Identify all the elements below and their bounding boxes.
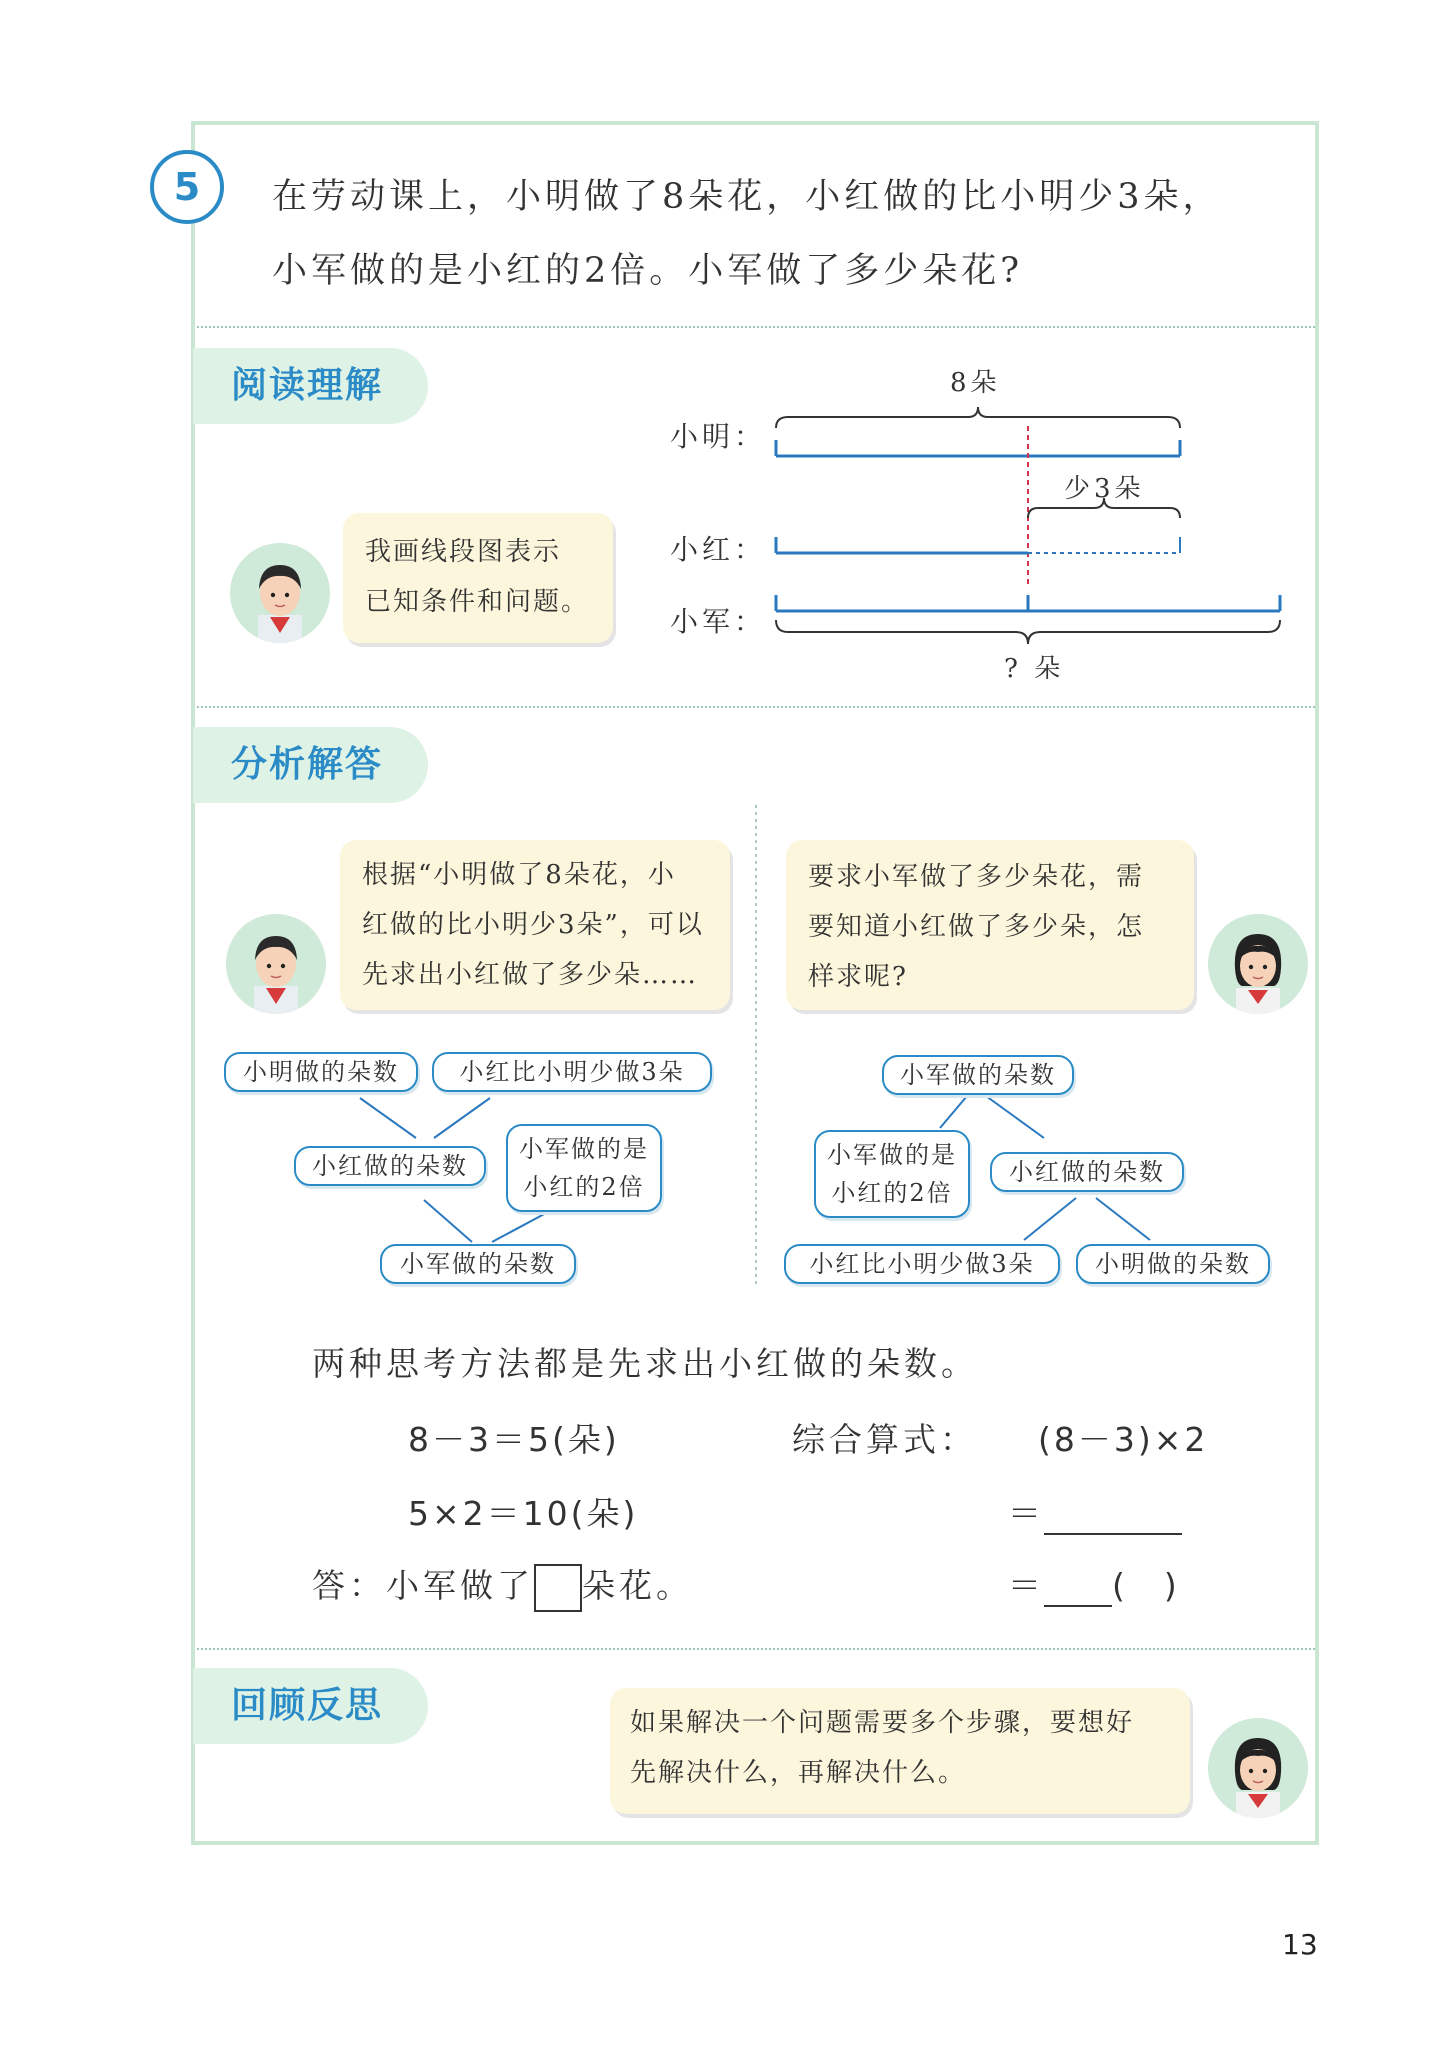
tree-node: 小红做的朵数 [294, 1146, 486, 1186]
label-less-3: 少3朵 [1064, 474, 1145, 504]
tree-node: 小明做的朵数 [1076, 1244, 1270, 1284]
section-reading-tab: 阅读理解 [193, 348, 428, 424]
answer-line [312, 1560, 693, 1612]
combined-expression: (8－3)×2 [1038, 1420, 1209, 1459]
answer-prefix: 答：小军做了 [312, 1566, 534, 1605]
bubble-text-line: 根据“小明做了8朵花，小 [362, 860, 676, 890]
answer-suffix: 朵花。 [582, 1566, 693, 1605]
girl-avatar [1208, 914, 1308, 1014]
bubble-text-line: 要求小军做了多少朵花，需 [808, 862, 1145, 892]
bubble-text-line: 要知道小红做了多少朵，怎 [808, 912, 1145, 942]
tree-node: 小红比小明少做3朵 [784, 1244, 1060, 1284]
bubble-text-line: 样求呢? [808, 962, 908, 992]
section-review-tab: 回顾反思 [193, 1668, 428, 1744]
boy-avatar [226, 914, 326, 1014]
label-total-8: 8朵 [950, 368, 1001, 398]
divider [197, 706, 1315, 708]
speech-bubble-left [340, 840, 730, 1010]
page-number: 13 [1282, 1928, 1318, 1961]
label-question: ? 朵 [1004, 654, 1065, 684]
tree-node: 小红比小明少做3朵 [432, 1052, 712, 1092]
problem-line-1: 在劳动课上，小明做了8朵花，小红做的比小明少3朵， [272, 177, 1222, 217]
tree-node: 小红做的朵数 [990, 1152, 1184, 1192]
tree-node: 小军做的朵数 [882, 1055, 1074, 1095]
tree-node [506, 1124, 662, 1212]
bubble-text-line: 红做的比小明少3朵”，可以 [362, 910, 704, 940]
tree-node: 小军做的朵数 [380, 1244, 576, 1284]
problem-line-2: 小军做的是小红的2倍。小军做了多少朵花? [272, 251, 1024, 291]
equation-step-2: 5×2＝10(朵) [408, 1494, 639, 1533]
combined-result-line-2 [1008, 1560, 1180, 1607]
combined-label: 综合算式： [792, 1420, 977, 1459]
bubble-text-line: 先求出小红做了多少朵…… [362, 960, 699, 990]
summary-text: 两种思考方法都是先求出小红做的朵数。 [312, 1344, 978, 1383]
boy-avatar [230, 543, 330, 643]
tree-node: 小明做的朵数 [224, 1052, 418, 1092]
label-xiaohong: 小红： [670, 533, 767, 566]
tree-node-line: 小红的2倍 [831, 1179, 953, 1207]
divider [197, 1648, 1315, 1650]
answer-blank[interactable] [1044, 1566, 1112, 1607]
answer-box[interactable] [534, 1564, 582, 1612]
girl-avatar [1208, 1718, 1308, 1818]
bubble-text-line: 已知条件和问题。 [365, 587, 590, 617]
divider [197, 326, 1315, 328]
combined-result-line-1 [1008, 1488, 1182, 1535]
bubble-text-line: 我画线段图表示 [365, 537, 562, 567]
label-xiaojun: 小军： [670, 605, 767, 638]
section-analysis-tab: 分析解答 [193, 727, 428, 803]
unit-blank[interactable]: ( ) [1112, 1566, 1180, 1605]
label-xiaoming: 小明： [670, 420, 767, 453]
speech-bubble-review [610, 1688, 1190, 1814]
problem-text [272, 160, 1292, 308]
bubble-text-line: 如果解决一个问题需要多个步骤，要想好 [630, 1708, 1135, 1738]
equation-step-1: 8－3＝5(朵) [408, 1420, 620, 1459]
speech-bubble-reading [343, 513, 613, 643]
speech-bubble-right [786, 840, 1194, 1010]
tree-node-line: 小军做的是 [827, 1141, 957, 1169]
problem-number: 5 [150, 150, 224, 224]
tree-node [814, 1130, 970, 1218]
equals-sign: ＝ [1008, 1566, 1044, 1605]
equals-sign: ＝ [1008, 1494, 1044, 1533]
answer-blank[interactable] [1044, 1494, 1182, 1535]
tree-node-line: 小红的2倍 [523, 1173, 645, 1201]
tree-node-line: 小军做的是 [519, 1135, 649, 1163]
bubble-text-line: 先解决什么，再解决什么。 [630, 1758, 967, 1788]
